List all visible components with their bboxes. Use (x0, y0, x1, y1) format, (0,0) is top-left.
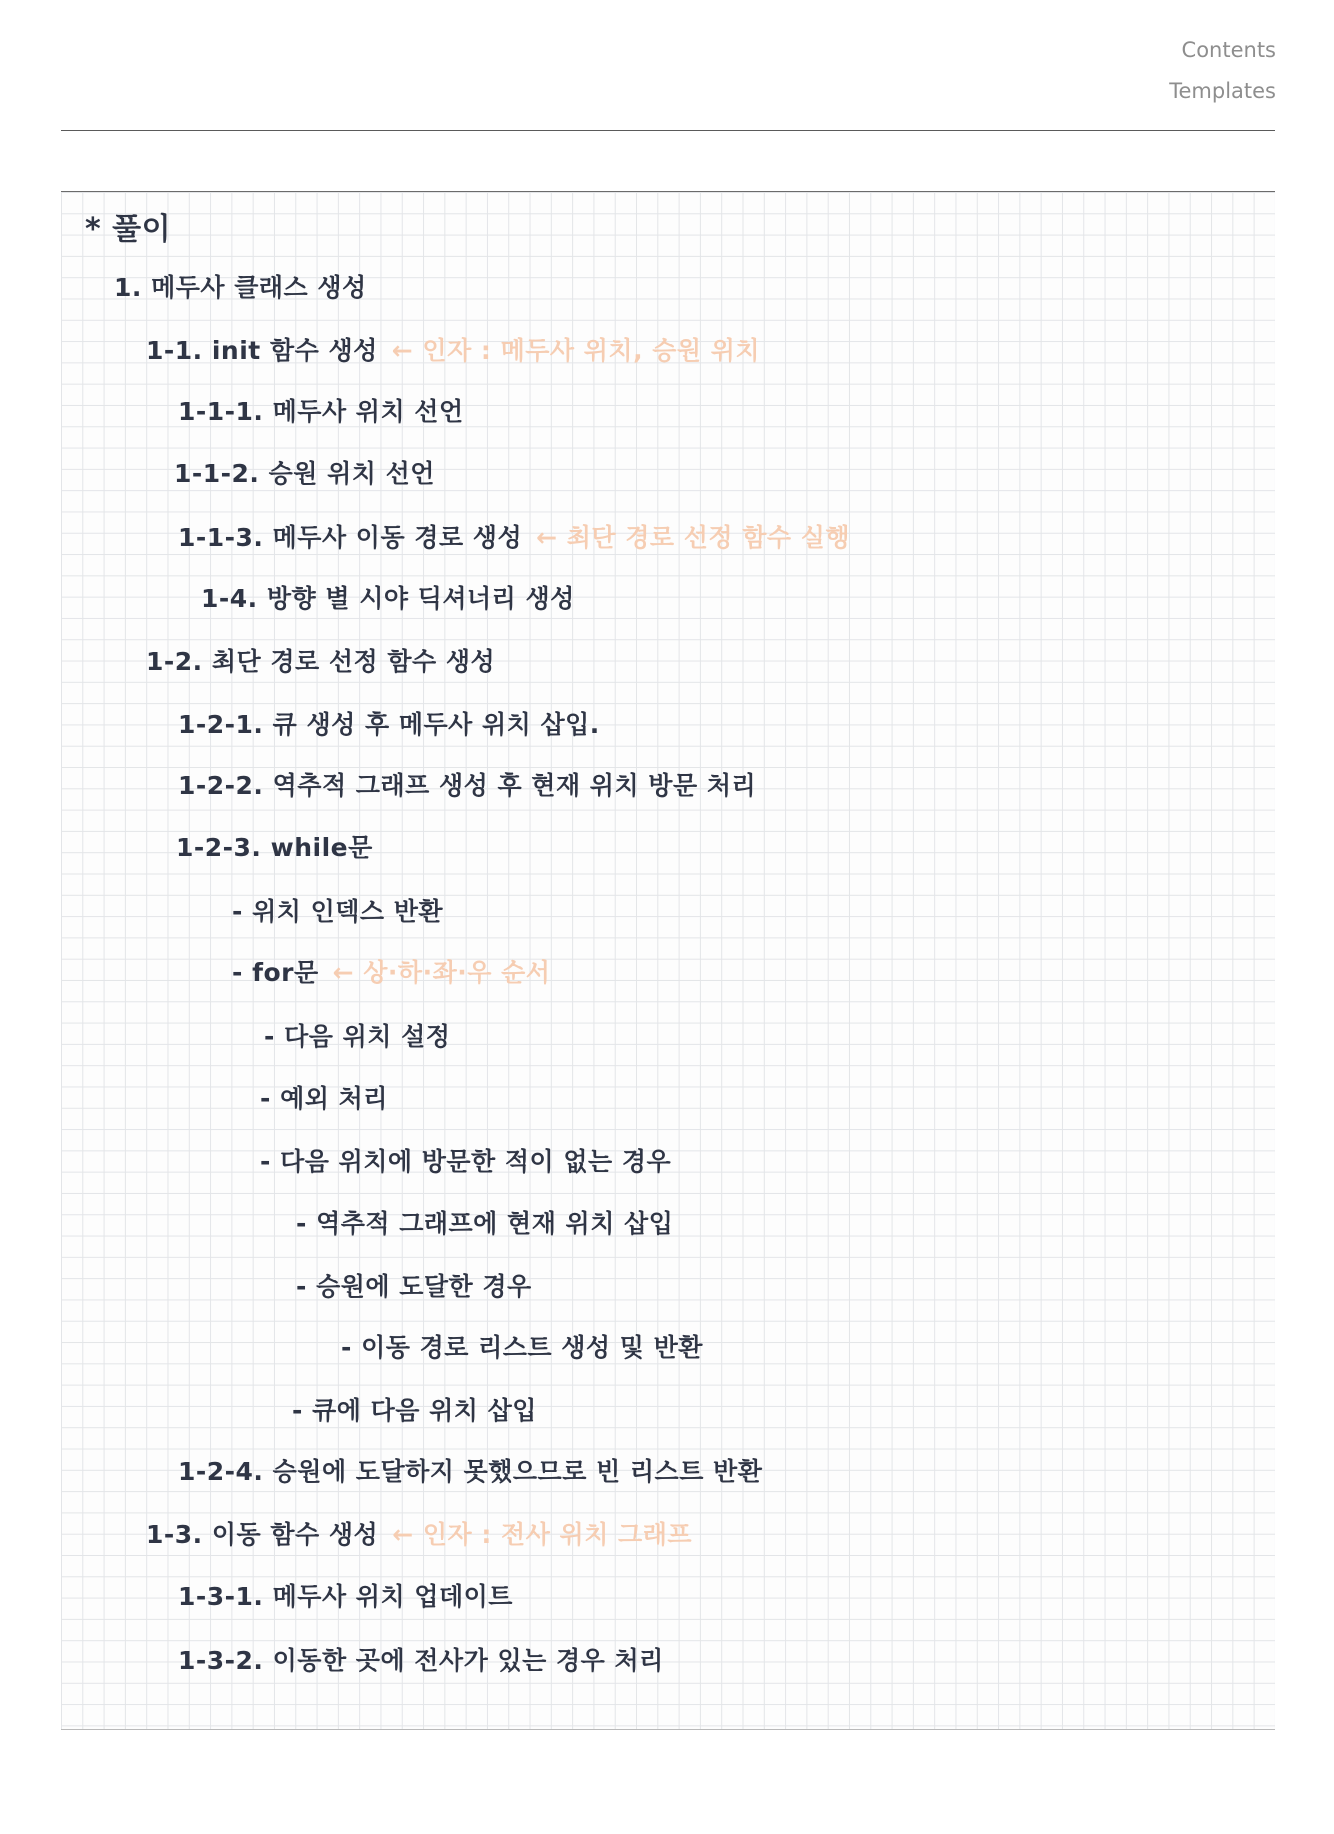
outline-item-1-4: 1-4. 방향 별 시야 딕셔너리 생성 (201, 584, 575, 613)
outline-bullet-backtrack-insert: - 역추적 그래프에 현재 위치 삽입 (296, 1209, 674, 1238)
nav-templates-link[interactable]: Templates (1169, 79, 1276, 103)
annotation-1-3: ← 인자 : 전사 위치 그래프 (392, 1520, 693, 1549)
outline-bullet-for-loop (232, 953, 550, 989)
outline-bullet-queue-insert: - 큐에 다음 위치 삽입 (292, 1396, 537, 1425)
outline-item-1-2-4: 1-2-4. 승원에 도달하지 못했으므로 빈 리스트 반환 (178, 1457, 763, 1486)
outline-bullet-next-position: - 다음 위치 설정 (264, 1022, 451, 1051)
annotation-1-1: ← 인자 : 메두사 위치, 승원 위치 (391, 336, 761, 365)
outline-item-1-1 (146, 331, 760, 367)
outline-bullet-reached: - 승원에 도달한 경우 (296, 1272, 532, 1301)
outline-item-1-2-1: 1-2-1. 큐 생성 후 메두사 위치 삽입. (178, 710, 600, 739)
top-navigation (1169, 30, 1276, 112)
outline-item-1-3-1: 1-3-1. 메두사 위치 업데이트 (178, 1582, 513, 1611)
nav-contents-link[interactable]: Contents (1181, 38, 1276, 62)
grid-note-page (61, 191, 1275, 1730)
header-divider (61, 130, 1275, 131)
outline-item-1-1-3 (178, 518, 850, 554)
outline-bullet-index-return: - 위치 인덱스 반환 (232, 897, 444, 926)
outline-bullet-unvisited: - 다음 위치에 방문한 적이 없는 경우 (260, 1147, 672, 1176)
outline-item-1: 1. 메두사 클래스 생성 (114, 273, 367, 302)
outline-item-1-2-2: 1-2-2. 역추적 그래프 생성 후 현재 위치 방문 처리 (178, 771, 757, 800)
outline-item-1-2: 1-2. 최단 경로 선정 함수 생성 (146, 647, 496, 676)
outline-item-1-1-2: 1-1-2. 승원 위치 선언 (174, 459, 435, 488)
outline-item-1-2-3: 1-2-3. while문 (176, 833, 373, 862)
outline-item-1-3 (146, 1515, 692, 1551)
outline-bullet-for-loop-text: - for문 (232, 958, 319, 987)
outline-item-1-1-text: 1-1. init 함수 생성 (146, 336, 378, 365)
outline-item-1-3-2: 1-3-2. 이동한 곳에 전사가 있는 경우 처리 (178, 1646, 664, 1675)
outline-item-1-1-3-text: 1-1-3. 메두사 이동 경로 생성 (178, 523, 523, 552)
outline-bullet-exception: - 예외 처리 (260, 1084, 388, 1113)
outline-item-1-3-text: 1-3. 이동 함수 생성 (146, 1520, 379, 1549)
outline-bullet-path-return: - 이동 경로 리스트 생성 및 반환 (341, 1333, 703, 1362)
outline-item-1-1-1: 1-1-1. 메두사 위치 선언 (178, 397, 464, 426)
annotation-for-loop: ← 상·하·좌·우 순서 (332, 958, 551, 987)
note-title: * 풀이 (85, 212, 172, 247)
annotation-1-1-3: ← 최단 경로 선정 함수 실행 (536, 523, 851, 552)
